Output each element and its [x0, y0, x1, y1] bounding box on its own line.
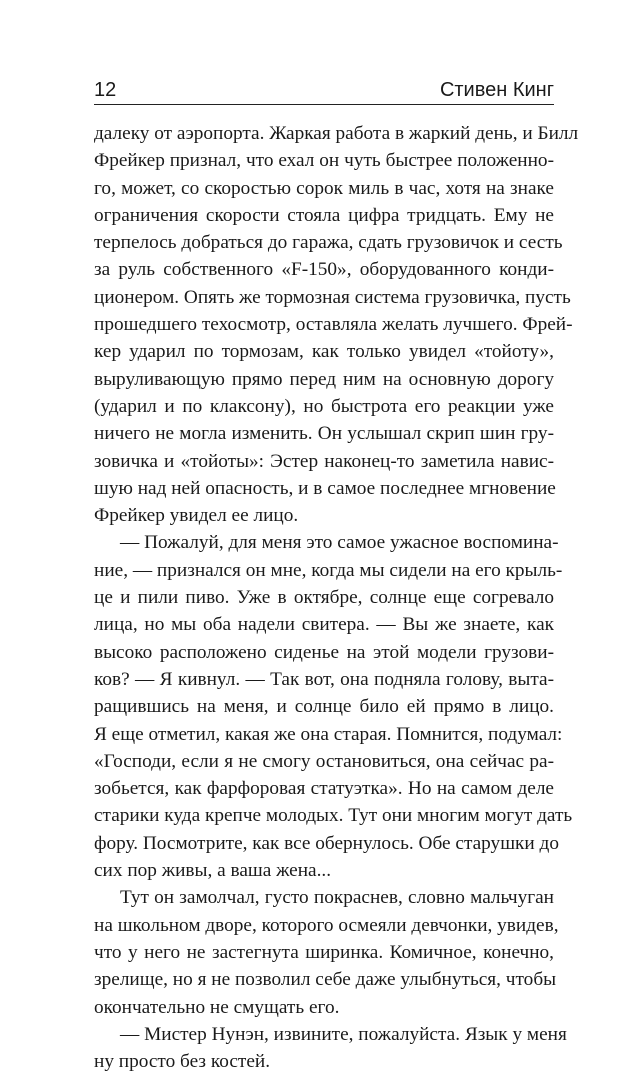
text-line: за руль собственного «F-150», оборудованного конди- [94, 259, 554, 281]
text-line: фору. Посмотрите, как все обернулось. Обе старушки до [94, 832, 559, 854]
text-line: кер ударил по тормозам, как только увидел «тойоту», [94, 341, 554, 363]
text-line: лица, но мы оба надели свитера. — Вы же знаете, как [94, 614, 554, 636]
text-line: высоко расположено сиденье на этой модели грузови- [94, 641, 554, 663]
text-line: ограничения скорости стояла цифра тридцать. Ему не [94, 204, 554, 226]
text-line: зрелище, но я не позволил себе даже улыбнуться, чтобы [94, 969, 557, 991]
text-line: ние, — признался он мне, когда мы сидели на его крыль- [94, 559, 563, 581]
text-line: ционером. Опять же тормозная система грузовичка, пусть [94, 286, 571, 308]
paragraph [94, 120, 579, 529]
text-line: прошедшего техосмотр, оставляла желать лучшего. Фрей- [94, 314, 573, 336]
text-line: ну просто без костей. [94, 1051, 271, 1073]
text-line: — Мистер Нунэн, извините, пожалуйста. Язык у меня [120, 1023, 567, 1045]
text-line: зобьется, как фарфоровая статуэтка». Но на самом деле [94, 778, 554, 800]
text-line: це и пили пиво. Уже в октябре, солнце еще согревало [94, 587, 554, 609]
text-line: (ударил и по клаксону), но быстрота его реакции уже [94, 395, 554, 417]
text-line: терпелось добраться до гаража, сдать грузовичок и сесть [94, 232, 563, 254]
header-rule [94, 104, 554, 105]
text-line: ков? — Я кивнул. — Так вот, она подняла голову, выта- [94, 668, 554, 690]
paragraph [94, 1021, 567, 1075]
text-line: зовичка и «тойоты»: Эстер наконец-то заметила навис- [94, 450, 554, 472]
text-line: старики куда крепче молодых. Тут они многим могут дать [94, 805, 573, 827]
text-line: — Пожалуй, для меня это самое ужасное воспомина- [120, 532, 559, 554]
text-line: ращившись на меня, и солнце било ей прямо в лицо. [94, 696, 554, 718]
text-line: на школьном дворе, которого осмеяли девчонки, увидев, [94, 914, 559, 936]
text-line: ничего не могла изменить. Он услышал скрип шин гру- [94, 423, 554, 445]
text-line: выруливающую прямо перед ним на основную дорогу [94, 368, 554, 390]
text-line: го, может, со скоростью сорок миль в час, хотя на знаке [94, 177, 554, 199]
text-line: сих пор живы, а ваша жена... [94, 860, 332, 882]
page-number: 12 [94, 79, 117, 101]
text-line: далеку от аэропорта. Жаркая работа в жаркий день, и Билл [94, 123, 579, 144]
text-line: «Господи, если я не смогу остановиться, она сейчас ра- [94, 750, 554, 772]
text-line: Тут он замолчал, густо покраснев, словно мальчуган [120, 887, 554, 909]
text-line: Фрейкер признал, что ехал он чуть быстрее положенно- [94, 150, 554, 172]
paragraph [94, 529, 573, 884]
paragraph [94, 884, 559, 1020]
text-line: Я еще отметил, какая же она старая. Помнится, подумал: [94, 723, 563, 745]
text-line: Фрейкер увидел ее лицо. [94, 505, 299, 527]
text-line: окончательно не смущать его. [94, 996, 340, 1018]
text-line: шую над ней опасность, и в самое последнее мгновение [94, 477, 556, 499]
body-text [94, 120, 579, 1075]
running-header [94, 72, 554, 102]
text-line: что у него не застегнута ширинка. Комичное, конечно, [94, 941, 554, 963]
running-head-author: Стивен Кинг [439, 79, 554, 101]
